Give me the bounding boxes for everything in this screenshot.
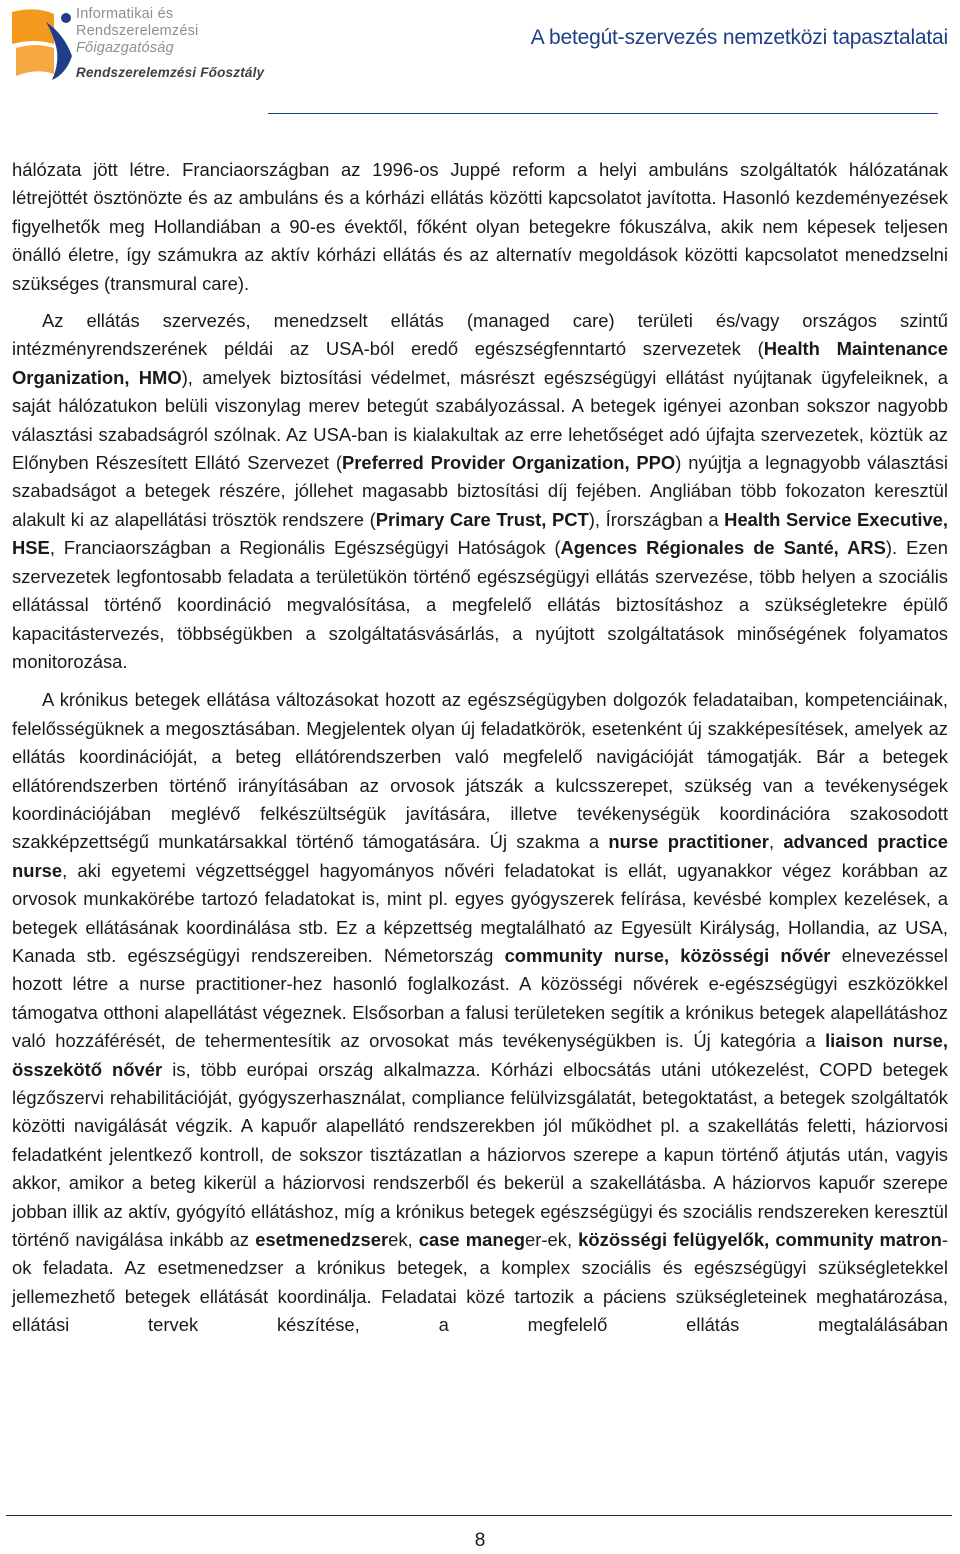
document-title: A betegút-szervezés nemzetközi tapasztalatai	[530, 26, 948, 49]
bold-term: nurse practitioner	[608, 831, 769, 853]
document-body	[12, 156, 948, 1340]
bold-term: advanced practice nurse	[12, 831, 948, 881]
page-number: 8	[474, 1530, 486, 1551]
bold-term: Preferred Provider Organization, PPO	[341, 452, 676, 474]
bold-term: Primary Care Trust, PCT	[375, 508, 589, 530]
text-run: elnevezéssel hozott létre a nurse practitioner-hez hasonló foglalkozást. A közösségi nővérek e-egészségügyi eszközökkel támogatva otthoni alapellátást végeznek. Elsősorban a falusi területeken segítik a krónikus betegek alapellátáshoz való hozzáférését, de tehermentesítik az orvosokat más tevékenységükben is. Új kategória a	[12, 944, 948, 1052]
bold-term: Health Maintenance Organization, HMO	[12, 338, 948, 388]
bold-term: esetmenedzser	[255, 1229, 389, 1251]
text-run: is, több európai ország alkalmazza. Kórházi elbocsátás utáni utókezelést, COPD betegek légzőszervi rehabilitációját, gyógyszerhasználat, compliance felülvizsgálatát, betegoktatást, a betegek szolgáltatók közötti navigálását végzik. A kapuőr alapellátó rendszerekben jól működhet pl. a szakellátás feletti, háziorvosi feladatként jelentkező kontroll, de sokszor tisztázatlan a háziorvos szerepe a kapun történő átjutás után, vagyis akkor, amikor a beteg kikerül a háziorvosi rendszerből és bekerül a szakellátásba. A háziorvos kapuőr szerepe jobban illik az aktív, gyógyító ellátáshoz, míg a krónikus betegek egészségügyi és szociális rendszereken keresztül történő navigálása inkább az	[12, 1058, 948, 1251]
organization-name	[76, 6, 264, 81]
paragraph-chronic-care	[12, 686, 948, 1339]
bold-term: community nurse, közösségi nővér	[504, 944, 831, 966]
org-line-3: Főigazgatóság	[76, 40, 174, 56]
bold-term: liaison nurse, összekötő nővér	[12, 1030, 948, 1080]
text-run: ). Ezen szervezetek legfontosabb feladata a területükön történő egészségügyi ellátás szervezése, több helyen a szociális ellátással történő koordináció megvalósítása, a megfelelő ellátás biztosításhoz a szükségletekre épülő kapacitástervezés, többségükben a szolgáltatásvásárlás, a nyújtott szolgáltatások minőségének folyamatos monitorozása.	[12, 537, 949, 672]
department-name: Rendszerelemzési Főosztály	[76, 65, 265, 80]
footer-divider	[6, 1515, 952, 1516]
text-run: ), amelyek biztosítási védelmet, másrészt egészségügyi ellátást nyújtanak ügyfeleiknek, a saját hálózatukon belüli viszonylag merev betegút szabályozással. A betegek igényei azonban sokszor nagyobb választási szabadságról szólnak. Az USA-ban is kialakultak az erre lehetőséget adó újfajta szervezetek, köztük az Előnyben Részesített Ellátó Szervezet (	[12, 366, 948, 474]
text-run: Az ellátás szervezés, menedzselt ellátás (managed care) területi és/vagy országos szintű intézményrendszerének példái az USA-ból eredő egészségfenntartó szervezetek (	[12, 310, 948, 360]
org-line-1: Informatikai és	[76, 6, 174, 22]
bold-term: Agences Régionales de Santé, ARS	[560, 537, 886, 559]
bold-term: case maneg	[418, 1229, 526, 1251]
org-line-2: Rendszerelemzési	[76, 23, 199, 39]
page-header	[0, 0, 960, 118]
paragraph-continuation	[12, 156, 948, 298]
text-run: ), Írországban a	[588, 508, 725, 530]
text-run: ek,	[388, 1229, 419, 1251]
text-run: -ok feladata. Az esetmenedzser a krónikus betegek, a komplex szociális és egészségügyi szükségletekkel jellemezhető betegek ellátását koordinálja. Feladatai közé tartozik a páciens szükségleteinek meghatározása, ellátási tervek készítése, a megfelelő ellátás megtalálásában	[12, 1229, 948, 1336]
organization-logo-icon	[6, 4, 76, 82]
text-run: A krónikus betegek ellátása változásokat hozott az egészségügyben dolgozók feladataiban, kompetenciáinak, felelősségüknek a megosztásában. Megjelentek olyan új feladatkörök, esetenként új szakképesítések, amelyek az ellátás koordinációját, a beteg ellátórendszerben való megfelelő navigációját támogatják. Bár a betegek ellátórendszerben történő irányításában az orvosok játszák a kulcsszerepet, szükség van a tevékenységek koordinációjában meglévő felkészültségük javítására, illetve tevékenységük koordinációra szakosodott szakképzettségű munkatársakkal történő támogatására. Új szakma a	[12, 689, 948, 853]
paragraph-managed-care	[12, 307, 948, 676]
text-run: , aki egyetemi végzettséggel hagyományos nővéri feladatokat is ellát, ugyanakkor végez korábban az orvosok munkakörébe tartozó feladatokat is, mint pl. egyes gyógyszerek felírása, kevésbé komplex kezelések, a betegek ellátásának koordinálása stb. Ez a képzettség megtalálható az Egyesült Királyság, Hollandia, az USA, Kanada stb. egészségügyi rendszereiben. Németország	[12, 859, 948, 966]
text-run: , Franciaországban a Regionális Egészségügyi Hatóságok (	[49, 537, 561, 559]
text-run: hálózata jött létre. Franciaországban az 1996-os Juppé reform a helyi ambuláns szolgáltatók hálózatának létrejöttét ösztönözte és az ambuláns és a kórházi ellátás közötti kapcsolatot javította. Hasonló kezdeményezések figyelhetők meg Hollandiában a 90-es évektől, főként olyan betegekre fókuszálva, akik nem képesek teljesen önálló életre, így számukra az aktív kórházi ellátás és az alternatív megoldások közötti kapcsolatot menedzselni szükséges (transmural care).	[12, 159, 948, 294]
bold-term: Health Service Executive, HSE	[12, 508, 948, 559]
header-divider	[268, 113, 938, 114]
text-run: ) nyújtja a legnagyobb választási szabadságot a betegek részére, jóllehet magasabb biztosítási díj fejében. Angliában több fokozaton keresztül alakult ki az alapellátási trösztök rendszere (	[12, 452, 949, 530]
bold-term: közösségi felügyelők, community matron	[578, 1229, 942, 1251]
text-run: ,	[768, 831, 784, 853]
text-run: er-ek,	[525, 1229, 579, 1251]
